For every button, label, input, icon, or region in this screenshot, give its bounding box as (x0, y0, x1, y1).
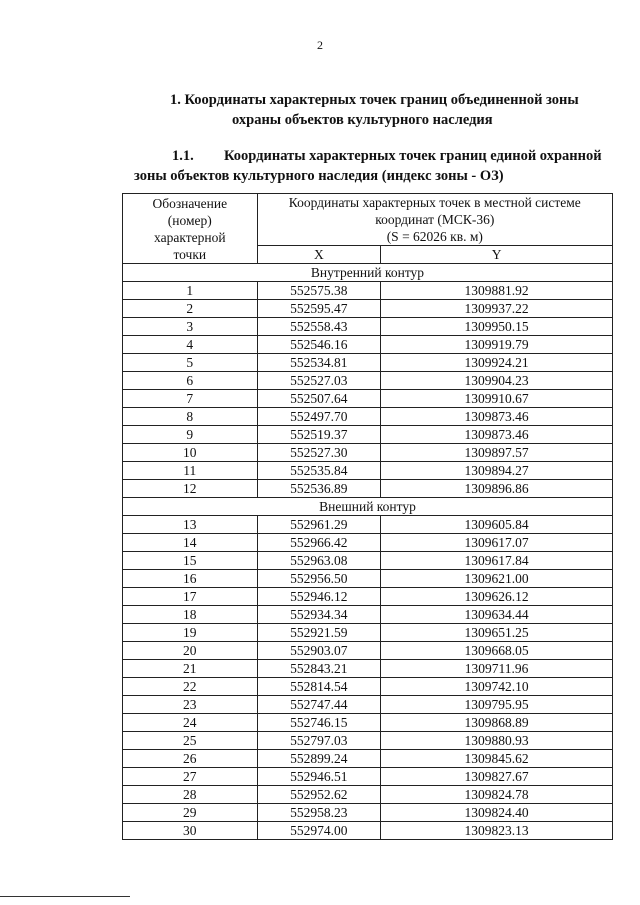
x-value: 552952.62 (257, 786, 381, 804)
table-row (123, 750, 613, 768)
y-value: 1309896.86 (381, 480, 613, 498)
y-value: 1309937.22 (381, 300, 613, 318)
x-value: 552527.30 (257, 444, 381, 462)
subsection-number: 1.1. (172, 148, 194, 164)
y-value: 1309742.10 (381, 678, 613, 696)
point-number: 1 (123, 282, 258, 300)
x-value: 552843.21 (257, 660, 381, 678)
point-number: 12 (123, 480, 258, 498)
section-heading-line1: 1. Координаты характерных точек границ объединенной зоны (170, 92, 579, 108)
y-value: 1309880.93 (381, 732, 613, 750)
y-value: 1309894.27 (381, 462, 613, 480)
table-row (123, 678, 613, 696)
section-title: Внешний контур (123, 498, 613, 516)
coords-header: Координаты характерных точек в местной системе координат (МСК-36) (S = 62026 кв. м) (257, 194, 612, 246)
point-number: 4 (123, 336, 258, 354)
point-number: 28 (123, 786, 258, 804)
coordinates-table (122, 193, 613, 840)
footer-rule (0, 896, 130, 897)
x-value: 552546.16 (257, 336, 381, 354)
point-number: 27 (123, 768, 258, 786)
x-value: 552497.70 (257, 408, 381, 426)
y-value: 1309711.96 (381, 660, 613, 678)
table-row (123, 516, 613, 534)
subsection-heading-line1 (172, 146, 602, 167)
y-value: 1309605.84 (381, 516, 613, 534)
x-value: 552536.89 (257, 480, 381, 498)
point-number: 7 (123, 390, 258, 408)
table-row (123, 408, 613, 426)
y-value: 1309873.46 (381, 408, 613, 426)
y-value: 1309845.62 (381, 750, 613, 768)
point-number: 23 (123, 696, 258, 714)
table-row (123, 570, 613, 588)
table-row (123, 588, 613, 606)
table-row (123, 786, 613, 804)
section-heading-line2: охраны объектов культурного наследия (232, 112, 493, 128)
x-header: X (257, 246, 381, 264)
y-value: 1309795.95 (381, 696, 613, 714)
x-value: 552535.84 (257, 462, 381, 480)
x-value: 552946.51 (257, 768, 381, 786)
y-value: 1309924.21 (381, 354, 613, 372)
point-number: 22 (123, 678, 258, 696)
x-value: 552963.08 (257, 552, 381, 570)
table-row (123, 768, 613, 786)
table-row (123, 624, 613, 642)
x-value: 552575.38 (257, 282, 381, 300)
point-number: 16 (123, 570, 258, 588)
table-row (123, 642, 613, 660)
x-value: 552534.81 (257, 354, 381, 372)
point-number: 29 (123, 804, 258, 822)
table-row (123, 390, 613, 408)
point-number: 2 (123, 300, 258, 318)
x-value: 552558.43 (257, 318, 381, 336)
x-value: 552966.42 (257, 534, 381, 552)
y-value: 1309881.92 (381, 282, 613, 300)
point-number: 6 (123, 372, 258, 390)
y-value: 1309823.13 (381, 822, 613, 840)
x-value: 552746.15 (257, 714, 381, 732)
y-value: 1309873.46 (381, 426, 613, 444)
point-number: 18 (123, 606, 258, 624)
point-header: Обозначение (номер) характерной точки (123, 194, 258, 264)
point-number: 3 (123, 318, 258, 336)
x-value: 552961.29 (257, 516, 381, 534)
y-value: 1309621.00 (381, 570, 613, 588)
x-value: 552595.47 (257, 300, 381, 318)
point-number: 15 (123, 552, 258, 570)
subsection-heading-line2: зоны объектов культурного наследия (индекс зоны - ОЗ) (134, 168, 504, 184)
x-value: 552527.03 (257, 372, 381, 390)
section-row (123, 264, 613, 282)
y-value: 1309617.84 (381, 552, 613, 570)
x-value: 552899.24 (257, 750, 381, 768)
x-value: 552507.64 (257, 390, 381, 408)
point-number: 5 (123, 354, 258, 372)
y-value: 1309634.44 (381, 606, 613, 624)
x-value: 552921.59 (257, 624, 381, 642)
subsection-title: Координаты характерных точек границ единой охранной (224, 148, 602, 164)
y-value: 1309651.25 (381, 624, 613, 642)
point-number: 8 (123, 408, 258, 426)
table-row (123, 732, 613, 750)
y-value: 1309617.07 (381, 534, 613, 552)
x-value: 552934.34 (257, 606, 381, 624)
point-number: 25 (123, 732, 258, 750)
table-row (123, 336, 613, 354)
point-number: 14 (123, 534, 258, 552)
table-row (123, 606, 613, 624)
x-value: 552814.54 (257, 678, 381, 696)
table-row (123, 300, 613, 318)
table-row (123, 426, 613, 444)
table-row (123, 354, 613, 372)
x-value: 552958.23 (257, 804, 381, 822)
section-row (123, 498, 613, 516)
table-row (123, 552, 613, 570)
table-row (123, 534, 613, 552)
table-row (123, 804, 613, 822)
point-number: 9 (123, 426, 258, 444)
point-number: 21 (123, 660, 258, 678)
y-value: 1309824.40 (381, 804, 613, 822)
point-number: 13 (123, 516, 258, 534)
y-value: 1309824.78 (381, 786, 613, 804)
point-number: 17 (123, 588, 258, 606)
x-value: 552946.12 (257, 588, 381, 606)
table-row (123, 480, 613, 498)
page-number: 2 (317, 38, 323, 52)
point-number: 30 (123, 822, 258, 840)
y-header: Y (381, 246, 613, 264)
x-value: 552797.03 (257, 732, 381, 750)
point-number: 11 (123, 462, 258, 480)
table-row (123, 372, 613, 390)
point-number: 10 (123, 444, 258, 462)
x-value: 552956.50 (257, 570, 381, 588)
y-value: 1309626.12 (381, 588, 613, 606)
table-row (123, 714, 613, 732)
section-title: Внутренний контур (123, 264, 613, 282)
y-value: 1309668.05 (381, 642, 613, 660)
point-number: 26 (123, 750, 258, 768)
x-value: 552903.07 (257, 642, 381, 660)
x-value: 552519.37 (257, 426, 381, 444)
y-value: 1309897.57 (381, 444, 613, 462)
table-row (123, 318, 613, 336)
point-number: 24 (123, 714, 258, 732)
y-value: 1309950.15 (381, 318, 613, 336)
point-number: 19 (123, 624, 258, 642)
table-row (123, 660, 613, 678)
x-value: 552747.44 (257, 696, 381, 714)
x-value: 552974.00 (257, 822, 381, 840)
table-row (123, 696, 613, 714)
table-row (123, 462, 613, 480)
y-value: 1309919.79 (381, 336, 613, 354)
y-value: 1309910.67 (381, 390, 613, 408)
table-row (123, 822, 613, 840)
y-value: 1309868.89 (381, 714, 613, 732)
y-value: 1309827.67 (381, 768, 613, 786)
table-row (123, 282, 613, 300)
table-body (123, 264, 613, 840)
point-number: 20 (123, 642, 258, 660)
y-value: 1309904.23 (381, 372, 613, 390)
table-row (123, 444, 613, 462)
